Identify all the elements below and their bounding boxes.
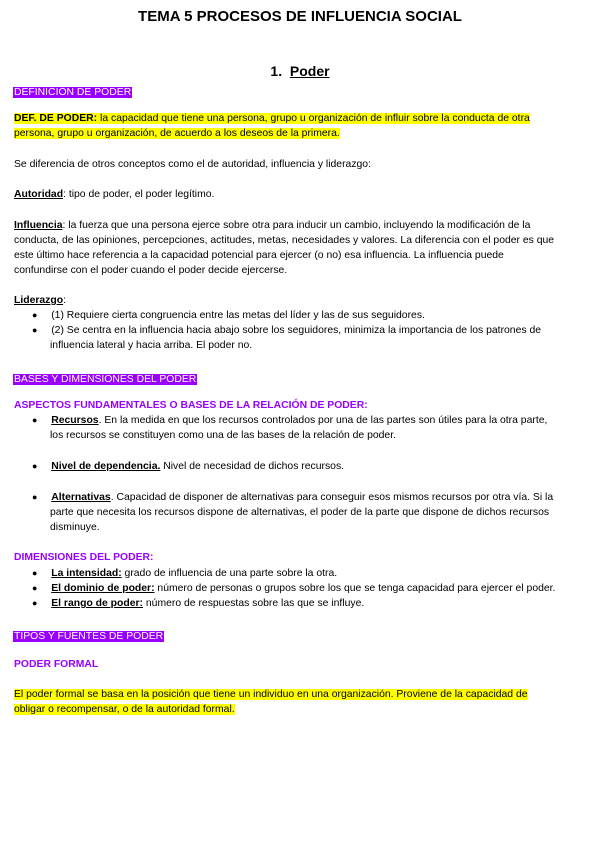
alternativas-cont-1: parte que necesita los recursos dispone de alternativas, el poder de la parte que dispone de dichos recursos — [50, 507, 550, 518]
dominio-bullet: ● El dominio de poder: número de personas o grupos sobre los que se tenga capacidad para ejercer el poder. — [32, 583, 556, 594]
definition-line-2 — [14, 126, 340, 141]
rango-bullet: ● El rango de poder: número de respuestas sobre las que se influye. — [32, 598, 365, 609]
poder-formal-line-1: El poder formal se basa en la posición que tiene un individuo en una organización. Proviene de la capacidad de — [14, 689, 528, 700]
liderazgo-bullet-2-cont: influencia lateral y hacia arriba. El poder no. — [50, 340, 253, 351]
bullet-icon: ● — [32, 598, 38, 608]
definition-text-2: persona, grupo u organización, de acuerdo a los deseos de la primera. — [14, 128, 340, 139]
autoridad-text: : tipo de poder, el poder legítimo. — [63, 189, 215, 200]
dependencia-term: Nivel de dependencia. — [51, 461, 161, 472]
section-number: 1. — [270, 63, 283, 79]
section-heading-poder — [0, 63, 600, 79]
autoridad-paragraph — [14, 187, 214, 202]
bullet-icon: ● — [32, 583, 38, 593]
bullet-icon: ● — [32, 461, 38, 471]
recursos-cont: los recursos se constituyen como una de las bases de la relación de poder. — [50, 430, 396, 441]
autoridad-term: Autoridad — [14, 189, 64, 200]
alternativas-term: Alternativas — [51, 492, 111, 503]
influencia-text-1: : la fuerza que una persona ejerce sobre otra para inducir un cambio, incluyendo la modificación de la — [62, 220, 531, 231]
influencia-line-1 — [14, 218, 530, 233]
page-title: TEMA 5 PROCESOS DE INFLUENCIA SOCIAL — [138, 8, 462, 25]
influencia-line-4: confundirse con el poder cuando el poder decide ejercerse. — [14, 265, 288, 276]
dimensiones-heading: DIMENSIONES DEL PODER: — [14, 552, 154, 563]
intensidad-term: La intensidad: — [51, 568, 122, 579]
poder-formal-line-2: obligar o recompensar, o de la autoridad formal. — [14, 704, 235, 715]
liderazgo-term: Liderazgo — [14, 295, 64, 306]
definition-line-1 — [14, 111, 530, 126]
influencia-line-2: conducta, de las opiniones, percepciones, actitudes, metas, necesidades y valores. La diferencia con el poder es que — [14, 235, 555, 246]
influencia-term: Influencia — [14, 220, 63, 231]
bullet-icon: ● — [32, 325, 38, 335]
heading-definicion — [13, 82, 132, 100]
heading-bases-label: BASES Y DIMENSIONES DEL PODER — [14, 374, 197, 385]
liderazgo-bullet-2: ● (2) Se centra en la influencia hacia abajo sobre los seguidores, minimiza la importancia de los patrones de — [32, 325, 542, 336]
intensidad-bullet: ● La intensidad: grado de influencia de una parte sobre la otra. — [32, 568, 338, 579]
recursos-bullet: ● Recursos. En la medida en que los recursos controlados por una de las partes son útiles para la otra parte, — [32, 415, 548, 426]
heading-tipos-label: TIPOS Y FUENTES DE PODER — [14, 631, 164, 642]
poder-formal-heading: PODER FORMAL — [14, 659, 99, 670]
bullet-icon: ● — [32, 415, 38, 425]
influencia-line-3: este último hace referencia a la capacidad potencial para ejercer (o no) esa influencia. La influencia puede — [14, 250, 504, 261]
liderazgo-bullet-1: ● (1) Requiere cierta congruencia entre las metas del líder y las de sus seguidores. — [32, 310, 425, 321]
heading-bases — [13, 369, 197, 387]
rango-term: El rango de poder: — [51, 598, 144, 609]
dependencia-bullet: ● Nivel de dependencia. Nivel de necesidad de dichos recursos. — [32, 461, 345, 472]
definition-term: DEF. DE PODER: — [14, 113, 98, 124]
alternativas-bullet: ● Alternativas. Capacidad de disponer de alternativas para conseguir esos mismos recursos por otra vía. Si la — [32, 492, 554, 503]
section-label: Poder — [289, 63, 330, 79]
bullet-icon: ● — [32, 492, 38, 502]
aspectos-heading: ASPECTOS FUNDAMENTALES O BASES DE LA RELACIÓN DE PODER: — [14, 400, 368, 411]
definition-text-1: la capacidad que tiene una persona, grupo u organización de influir sobre la conducta de otra — [100, 113, 530, 124]
recursos-term: Recursos — [51, 415, 99, 426]
diferencia-text: Se diferencia de otros conceptos como el de autoridad, influencia y liderazgo: — [14, 159, 371, 170]
heading-tipos — [13, 626, 164, 644]
dominio-term: El dominio de poder: — [51, 583, 155, 594]
bullet-icon: ● — [32, 310, 38, 320]
alternativas-cont-2: disminuye. — [50, 522, 100, 533]
heading-definicion-label: DEFINICIÓN DE PODER — [14, 87, 132, 98]
bullet-icon: ● — [32, 568, 38, 578]
liderazgo-heading: Liderazgo: — [14, 295, 66, 306]
